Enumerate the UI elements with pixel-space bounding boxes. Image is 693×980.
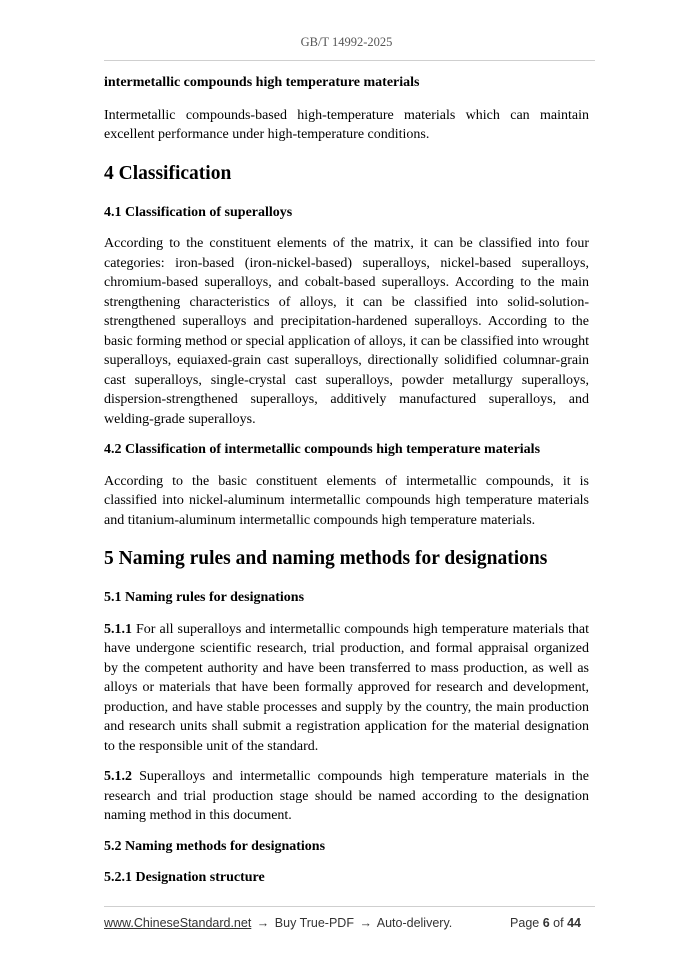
arrow-right-icon: → bbox=[256, 916, 270, 930]
page-word: Page bbox=[510, 916, 540, 930]
term-definition: Intermetallic compounds-based high-temperature materials which can maintain excellent performance under high-temperature conditions. bbox=[104, 107, 589, 142]
footer-links bbox=[104, 916, 452, 930]
delivery-text: Auto-delivery. bbox=[376, 916, 453, 930]
clause-5-1-1-number: 5.1.1 bbox=[104, 621, 132, 637]
clause-5-1-heading: 5.1 Naming rules for designations bbox=[104, 590, 305, 605]
running-header: GB/T 14992-2025 bbox=[300, 35, 393, 49]
section-4-heading: 4 Classification bbox=[104, 162, 232, 184]
clause-4-1-heading: 4.1 Classification of superalloys bbox=[104, 204, 293, 220]
clause-5-2-heading: 5.2 Naming methods for designations bbox=[104, 838, 326, 854]
arrow-right-icon: → bbox=[359, 916, 372, 930]
page-footer bbox=[104, 916, 589, 934]
clause-5-2-1-heading: 5.2.1 Designation structure bbox=[104, 870, 265, 885]
clause-5-1-1-text: For all superalloys and intermetallic compounds high temperature materials that have undergone scientific research, trial production, and formal appraisal organized by the competent authority and have been transferred to mass production, as well as alloys or materials that have been formally approved for research and development, production, and have stable processes and supply by the country, the main production and research units shall submit a registration application for the material designation to the responsible unit of the standard. bbox=[104, 621, 589, 754]
clause-4-2-heading: 4.2 Classification of intermetallic compounds high temperature materials bbox=[104, 442, 541, 457]
of-word: of bbox=[553, 916, 564, 930]
term-title: intermetallic compounds high temperature materials bbox=[104, 75, 420, 90]
section-5-heading: 5 Naming rules and naming methods for designations bbox=[104, 548, 548, 569]
buy-pdf-text: Buy True-PDF bbox=[274, 916, 354, 930]
page-number: 6 bbox=[542, 916, 550, 930]
page-indicator bbox=[510, 916, 581, 930]
clause-4-2-text: According to the basic constituent elements of intermetallic compounds, it is classified into nickel-aluminum intermetallic compounds high temperature materials and titanium-aluminum intermetallic compounds high temperature materials. bbox=[104, 473, 589, 528]
clause-5-1-2 bbox=[104, 767, 589, 826]
clause-5-1-2-text: Superalloys and intermetallic compounds high temperature materials in the research and trial production stage should be named according to the designation naming method in this document. bbox=[104, 769, 589, 823]
site-link[interactable]: www.ChineseStandard.net bbox=[104, 916, 252, 930]
page-content bbox=[104, 73, 589, 900]
clause-5-1-2-number: 5.1.2 bbox=[104, 769, 132, 784]
header-divider bbox=[104, 60, 595, 61]
clause-4-1-text: According to the constituent elements of the matrix, it can be classified into four categories: iron-based (iron-nickel-based) superalloys, nickel-based superalloys, chromium-based superalloys, and cobalt-based superalloys. According to the main strengthening characteristics of alloys, it can be classified into solid-solution-strengthened superalloys and precipitation-hardened superalloys. According to the basic forming method or special application of alloys, it can be classified into wrought superalloys, equiaxed-grain cast superalloys, directionally solidified columnar-grain cast superalloys, single-crystal cast superalloys, powder metallurgy superalloys, dispersion-strengthened superalloys, additively manufactured superalloys, and welding-grade superalloys. bbox=[104, 236, 589, 427]
clause-5-1-1 bbox=[104, 620, 589, 757]
page-total: 44 bbox=[567, 916, 581, 930]
footer-divider bbox=[104, 906, 595, 907]
